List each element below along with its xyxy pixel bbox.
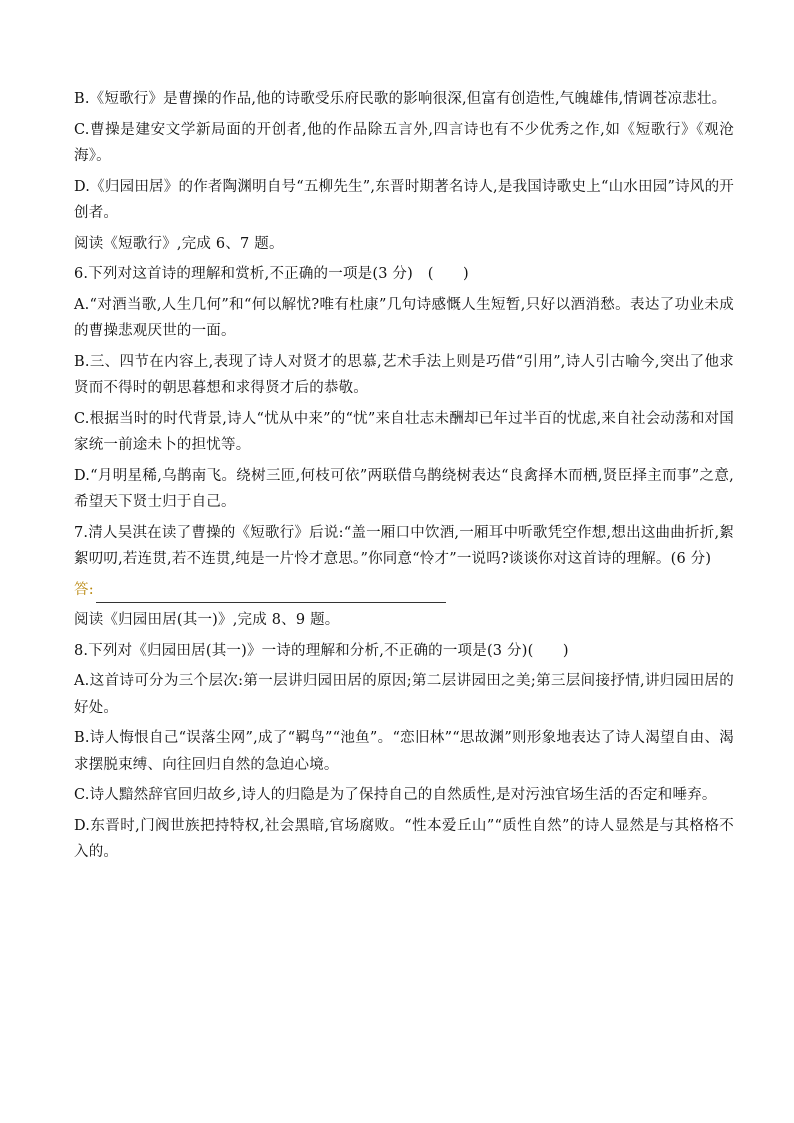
question-8: 8.下列对《归园田居(其一)》一诗的理解和分析,不正确的一项是(3 分)( ) xyxy=(74,642,569,659)
question-6: 6.下列对这首诗的理解和赏析,不正确的一项是(3 分) ( ) xyxy=(74,266,469,282)
question-7: 7.清人吴淇在读了曹操的《短歌行》后说:“盖一厢口中饮酒,一厢耳中听歌凭空作想,想出这曲曲折折,絮絮叨叨,若连贯,若不连贯,纯是一片怜才意思。”你同意“怜才”一说吗?谈谈你对这首诗的理解。(6 分) xyxy=(74,524,734,567)
option-6b: B.三、四节在内容上,表现了诗人对贤才的思慕,艺术手法上则是巧借“引用”,诗人引古喻今,突出了他求贤而不得时的朝思暮想和求得贤才后的恭敬。 xyxy=(74,353,734,396)
answer-row xyxy=(74,577,734,604)
option-6d: D.“月明星稀,乌鹊南飞。绕树三匝,何枝可依”两联借乌鹊绕树表达“良禽择木而栖,贤臣择主而事”之意,希望天下贤士归于自己。 xyxy=(74,467,734,510)
option-6a: A.“对酒当歌,人生几何”和“何以解忧?唯有杜康”几句诗感慨人生短暂,只好以酒消愁。表达了功业未成的曹操悲观厌世的一面。 xyxy=(74,296,734,339)
option-8b: B.诗人悔恨自己“误落尘网”,成了“羁鸟”“池鱼”。“恋旧林”“思故渊”则形象地表达了诗人渴望自由、渴求摆脱束缚、向往回归自然的急迫心境。 xyxy=(74,730,734,773)
answer-blank-line[interactable] xyxy=(96,584,446,603)
option-6c: C.根据当时的时代背景,诗人“忧从中来”的“忧”来自壮志未酬却已年过半百的忧虑,来自社会动荡和对国家统一前途未卜的担忧等。 xyxy=(74,410,734,453)
option-5d: D.《归园田居》的作者陶渊明自号“五柳先生”,东晋时期著名诗人,是我国诗歌史上“山水田园”诗风的开创者。 xyxy=(74,178,734,221)
answer-label: 答: xyxy=(74,581,94,598)
option-5b: B.《短歌行》是曹操的作品,他的诗歌受乐府民歌的影响很深,但富有创造性,气魄雄伟,情调苍凉悲壮。 xyxy=(74,91,727,107)
option-8a: A.这首诗可分为三个层次:第一层讲归园田居的原因;第二层讲园田之美;第三层间接抒情,讲归园田居的好处。 xyxy=(74,673,734,716)
option-5c: C.曹操是建安文学新局面的开创者,他的作品除五言外,四言诗也有不少优秀之作,如《短歌行》《观沧海》。 xyxy=(74,121,734,164)
reading-intro-8-9: 阅读《归园田居(其一)》,完成 8、9 题。 xyxy=(74,612,340,628)
document-page xyxy=(74,86,734,870)
reading-intro-6-7: 阅读《短歌行》,完成 6、7 题。 xyxy=(74,235,284,252)
option-8c: C.诗人黯然辞官回归故乡,诗人的归隐是为了保持自己的自然质性,是对污浊官场生活的否定和唾弃。 xyxy=(74,787,717,803)
option-8d: D.东晋时,门阀世族把持特权,社会黑暗,官场腐败。“性本爱丘山”“质性自然”的诗人显然是与其格格不入的。 xyxy=(74,817,734,860)
